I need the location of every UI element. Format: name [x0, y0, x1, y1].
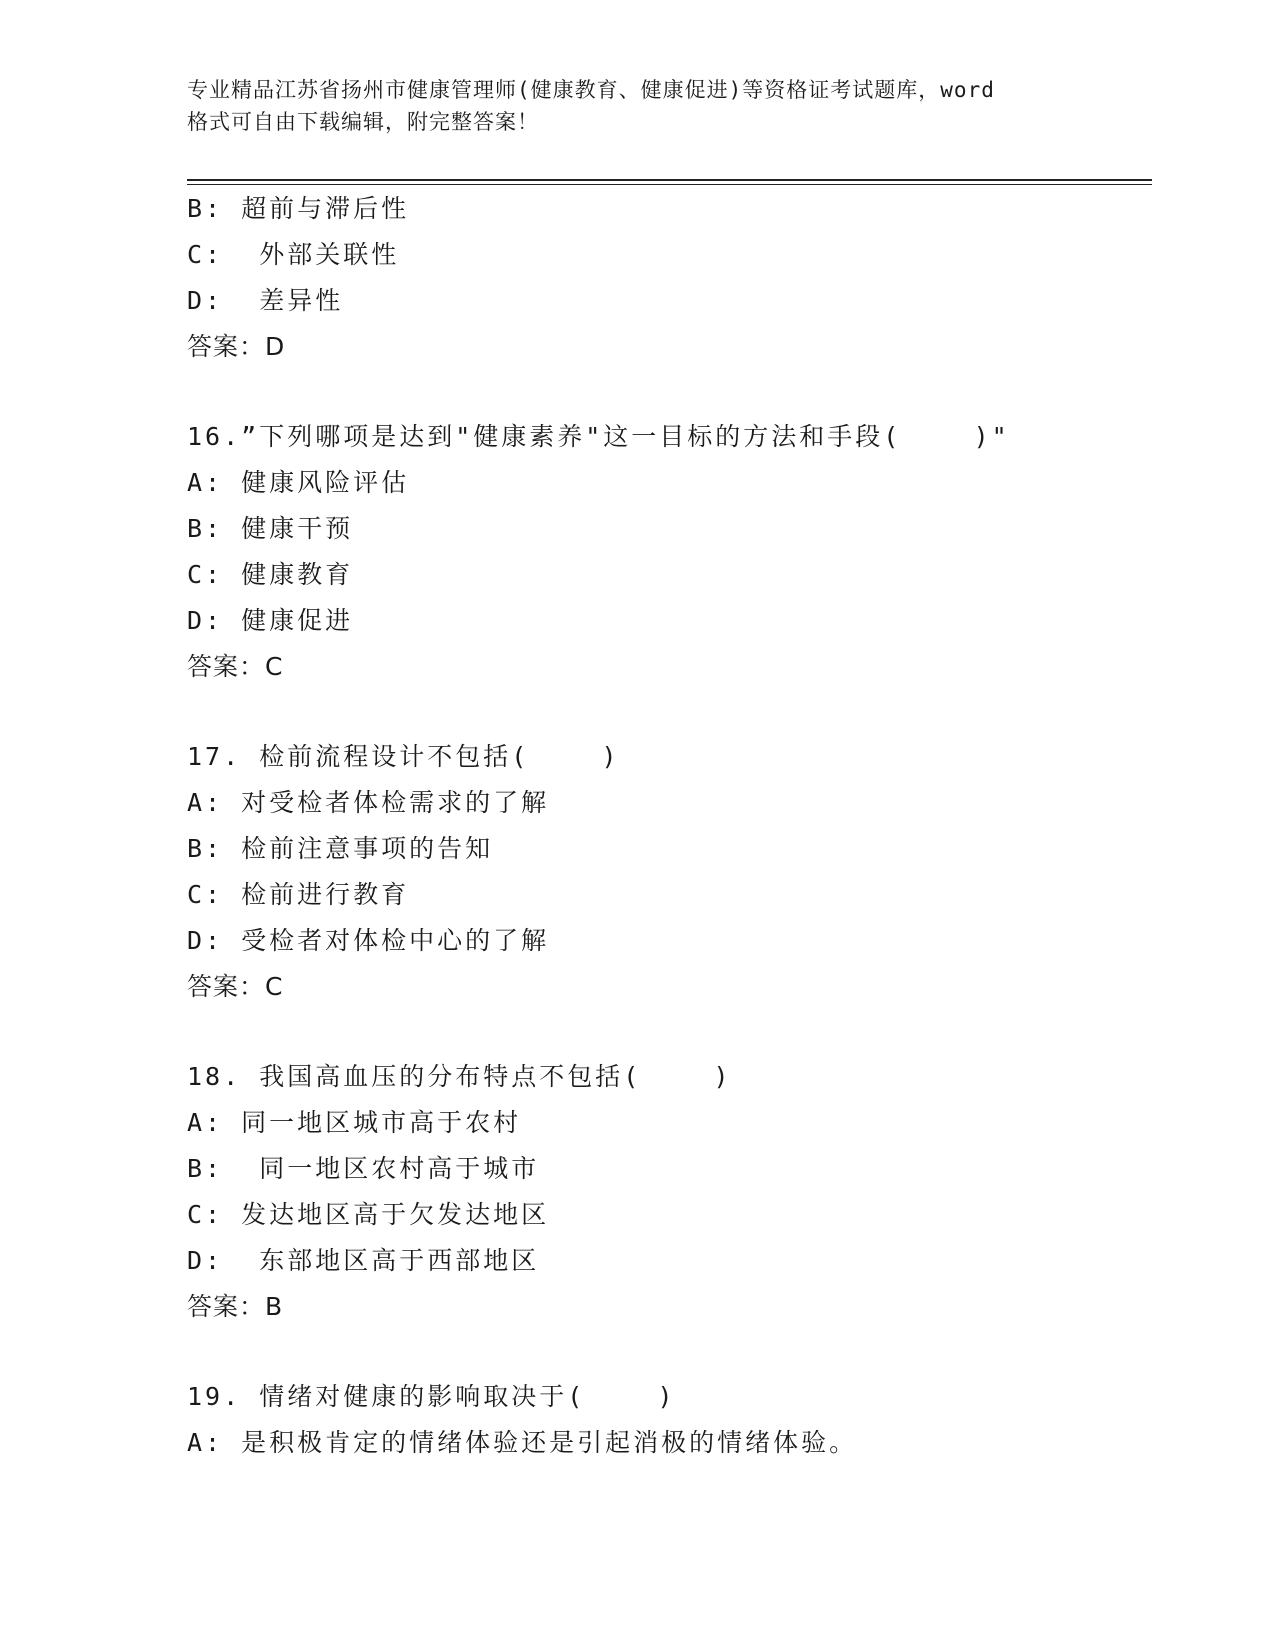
option-b: B: 超前与滞后性: [187, 194, 410, 223]
option-a: A: 健康风险评估: [187, 468, 410, 497]
header-rule-thin: [187, 184, 1152, 185]
question-list: [187, 186, 1147, 1466]
spacer: [187, 370, 1147, 414]
document-header: [187, 74, 1087, 138]
option-c: C: 外部关联性: [187, 240, 400, 269]
option-c: C: 发达地区高于欠发达地区: [187, 1200, 550, 1229]
option-a: A: 同一地区城市高于农村: [187, 1108, 522, 1137]
header-line-1: 专业精品江苏省扬州市健康管理师(健康教育、健康促进)等资格证考试题库，word: [187, 78, 995, 102]
option-b: B: 同一地区农村高于城市: [187, 1154, 540, 1183]
option-d: D: 差异性: [187, 286, 344, 315]
option-d: D: 东部地区高于西部地区: [187, 1246, 540, 1275]
question-stem: 18. 我国高血压的分布特点不包括( ): [187, 1062, 732, 1091]
header-line-2: 格式可自由下载编辑，附完整答案！: [187, 110, 539, 134]
question-stem: 19. 情绪对健康的影响取决于( ): [187, 1382, 676, 1411]
option-d: D: 健康促进: [187, 606, 354, 635]
option-c: C: 健康教育: [187, 560, 354, 589]
question-17: [187, 734, 1147, 1010]
option-c: C: 检前进行教育: [187, 880, 410, 909]
option-b: B: 检前注意事项的告知: [187, 834, 494, 863]
answer-line: 答案：C: [187, 972, 284, 1001]
spacer: [187, 1010, 1147, 1054]
question-stem: 17. 检前流程设计不包括( ): [187, 742, 620, 771]
header-rule-thick: [187, 179, 1152, 181]
option-b: B: 健康干预: [187, 514, 354, 543]
option-d: D: 受检者对体检中心的了解: [187, 926, 550, 955]
question-15-continued: [187, 186, 1147, 370]
answer-line: 答案：D: [187, 332, 286, 361]
question-18: [187, 1054, 1147, 1330]
question-16: [187, 414, 1147, 690]
option-a: A: 对受检者体检需求的了解: [187, 788, 550, 817]
option-a: A: 是积极肯定的情绪体验还是引起消极的情绪体验。: [187, 1428, 858, 1457]
question-19: [187, 1374, 1147, 1466]
spacer: [187, 690, 1147, 734]
spacer: [187, 1330, 1147, 1374]
answer-line: 答案：B: [187, 1292, 284, 1321]
answer-line: 答案：C: [187, 652, 284, 681]
question-stem: 16.”下列哪项是达到"健康素养"这一目标的方法和手段( )": [187, 422, 1010, 451]
